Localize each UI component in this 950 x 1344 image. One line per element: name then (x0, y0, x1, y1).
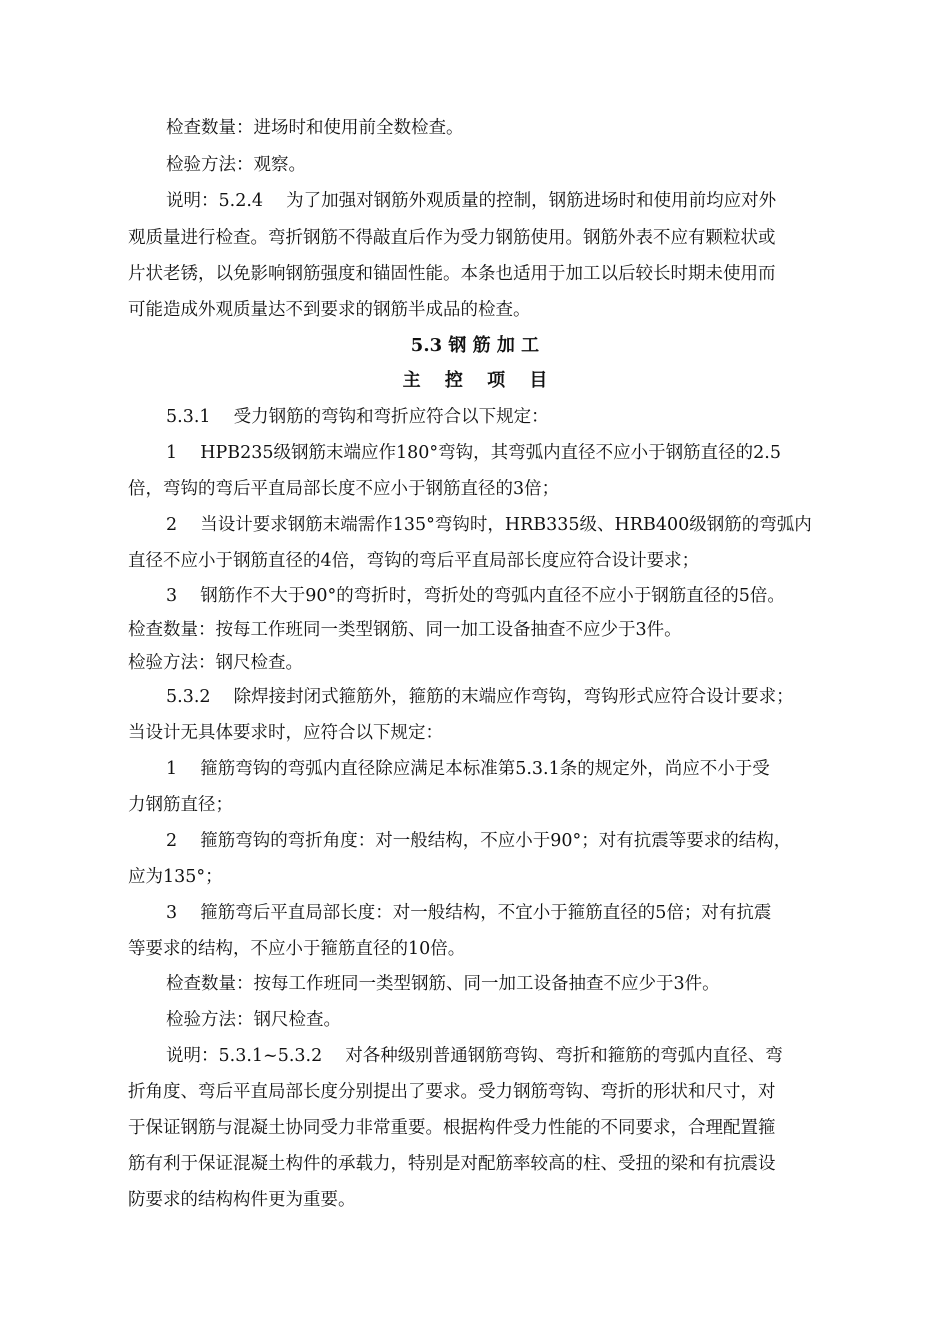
text-line: 倍，弯钩的弯后平直局部长度不应小于钢筋直径的3倍； (128, 479, 560, 499)
text-line: 可能造成外观质量达不到要求的钢筋半成品的检查。 (128, 300, 531, 320)
text-line: 当设计无具体要求时，应符合以下规定： (128, 723, 443, 743)
text-line: 防要求的结构构件更为重要。 (128, 1190, 356, 1210)
text-line: 说明：5.2.4 为了加强对钢筋外观质量的控制，钢筋进场时和使用前均应对外 (166, 191, 777, 211)
text-line: 3 箍筋弯后平直局部长度：对一般结构，不宜小于箍筋直径的5倍；对有抗震 (166, 903, 772, 923)
text-line: 等要求的结构，不应小于箍筋直径的10倍。 (128, 939, 466, 959)
text-line: 5.3.1 受力钢筋的弯钩和弯折应符合以下规定： (166, 407, 549, 427)
text-line: 观质量进行检查。弯折钢筋不得敲直后作为受力钢筋使用。钢筋外表不应有颗粒状或 (128, 228, 776, 248)
text-line: 折角度、弯后平直局部长度分别提出了要求。受力钢筋弯钩、弯折的形状和尺寸，对 (128, 1082, 776, 1102)
text-line: 检验方法：钢尺检查。 (128, 653, 303, 673)
section-title: 5.3 钢 筋 加 工 (410, 335, 540, 356)
text-line: 检验方法：钢尺检查。 (166, 1010, 341, 1030)
text-line: 检查数量：进场时和使用前全数检查。 (166, 118, 464, 138)
text-line: 2 当设计要求钢筋末端需作135°弯钩时，HRB335级、HRB400级钢筋的弯弧内 (166, 515, 812, 535)
text-line: 筋有利于保证混凝土构件的承载力，特别是对配筋率较高的柱、受扭的梁和有抗震设 (128, 1154, 776, 1174)
text-line: 2 箍筋弯钩的弯折角度：对一般结构，不应小于90°；对有抗震等要求的结构， (166, 831, 792, 851)
text-line: 1 箍筋弯钩的弯弧内直径除应满足本标准第5.3.1条的规定外，尚应不小于受 (166, 759, 770, 779)
text-line: 1 HPB235级钢筋末端应作180°弯钩，其弯弧内直径不应小于钢筋直径的2.5 (166, 443, 781, 463)
text-line: 力钢筋直径； (128, 795, 233, 815)
text-line: 3 钢筋作不大于90°的弯折时，弯折处的弯弧内直径不应小于钢筋直径的5倍。 (166, 586, 785, 606)
text-line: 直径不应小于钢筋直径的4倍，弯钩的弯后平直局部长度应符合设计要求； (128, 551, 700, 571)
text-line: 于保证钢筋与混凝土协同受力非常重要。根据构件受力性能的不同要求，合理配置箍 (128, 1118, 776, 1138)
text-line: 片状老锈，以免影响钢筋强度和锚固性能。本条也适用于加工以后较长时期未使用而 (128, 264, 776, 284)
text-line: 说明：5.3.1~5.3.2 对各种级别普通钢筋弯钩、弯折和箍筋的弯弧内直径、弯 (166, 1046, 783, 1066)
subsection-title: 主 控 项 目 (402, 370, 548, 391)
text-line: 5.3.2 除焊接封闭式箍筋外，箍筋的末端应作弯钩，弯钩形式应符合设计要求； (166, 687, 794, 707)
text-line: 应为135°； (128, 867, 223, 887)
text-line: 检查数量：按每工作班同一类型钢筋、同一加工设备抽查不应少于3件。 (128, 620, 682, 640)
text-line: 检查数量：按每工作班同一类型钢筋、同一加工设备抽查不应少于3件。 (166, 974, 720, 994)
text-line: 检验方法：观察。 (166, 155, 306, 175)
